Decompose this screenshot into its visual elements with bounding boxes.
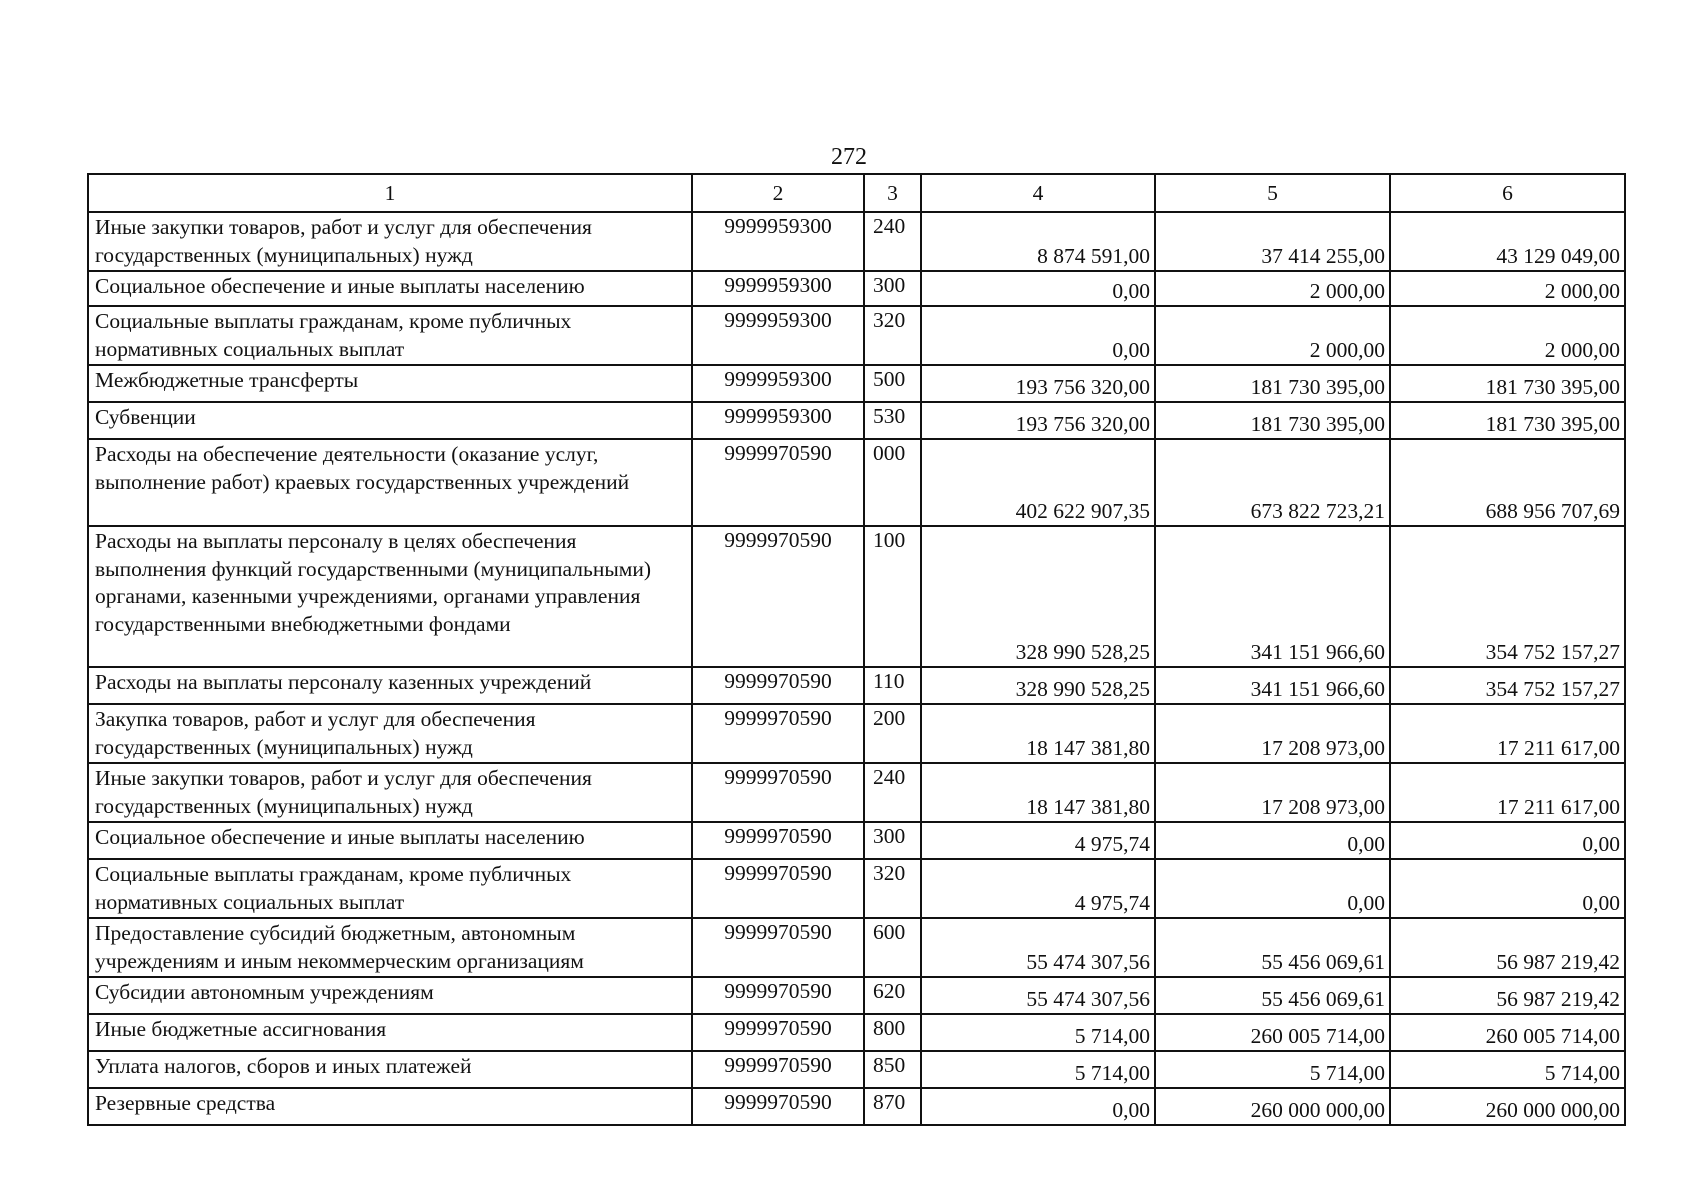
row-code: 9999970590 bbox=[692, 977, 864, 1014]
table-row bbox=[88, 526, 1625, 667]
row-value-5: 260 005 714,00 bbox=[1155, 1014, 1390, 1051]
row-value-6: 260 005 714,00 bbox=[1390, 1014, 1625, 1051]
row-value-6: 260 000 000,00 bbox=[1390, 1088, 1625, 1125]
row-name: Социальное обеспечение и иные выплаты населению bbox=[88, 271, 692, 306]
table-row bbox=[88, 271, 1625, 306]
row-name: Предоставление субсидий бюджетным, автономным учреждениям и иным некоммерческим организациям bbox=[88, 918, 692, 977]
row-value-4: 402 622 907,35 bbox=[921, 439, 1155, 526]
row-name: Расходы на обеспечение деятельности (оказание услуг, выполнение работ) краевых государственных учреждений bbox=[88, 439, 692, 526]
row-value-4: 193 756 320,00 bbox=[921, 402, 1155, 439]
row-name: Социальное обеспечение и иные выплаты населению bbox=[88, 822, 692, 859]
row-name: Уплата налогов, сборов и иных платежей bbox=[88, 1051, 692, 1088]
row-value-5: 17 208 973,00 bbox=[1155, 763, 1390, 822]
column-header: 2 bbox=[692, 174, 864, 212]
row-value-4: 4 975,74 bbox=[921, 822, 1155, 859]
table-header-row bbox=[88, 174, 1625, 212]
row-name: Социальные выплаты гражданам, кроме публичных нормативных социальных выплат bbox=[88, 306, 692, 365]
row-name: Социальные выплаты гражданам, кроме публичных нормативных социальных выплат bbox=[88, 859, 692, 918]
row-code: 9999970590 bbox=[692, 439, 864, 526]
row-code: 9999970590 bbox=[692, 1051, 864, 1088]
row-value-4: 328 990 528,25 bbox=[921, 526, 1155, 667]
table-row bbox=[88, 1014, 1625, 1051]
row-value-4: 5 714,00 bbox=[921, 1051, 1155, 1088]
row-value-5: 0,00 bbox=[1155, 859, 1390, 918]
row-type: 100 bbox=[864, 526, 921, 667]
row-type: 240 bbox=[864, 212, 921, 271]
column-header: 5 bbox=[1155, 174, 1390, 212]
row-code: 9999970590 bbox=[692, 667, 864, 704]
row-value-6: 0,00 bbox=[1390, 822, 1625, 859]
row-value-4: 0,00 bbox=[921, 306, 1155, 365]
table-row bbox=[88, 822, 1625, 859]
row-value-5: 2 000,00 bbox=[1155, 271, 1390, 306]
row-value-6: 354 752 157,27 bbox=[1390, 526, 1625, 667]
row-code: 9999959300 bbox=[692, 365, 864, 402]
row-value-6: 688 956 707,69 bbox=[1390, 439, 1625, 526]
row-type: 300 bbox=[864, 822, 921, 859]
row-value-4: 328 990 528,25 bbox=[921, 667, 1155, 704]
table-row bbox=[88, 977, 1625, 1014]
row-value-5: 0,00 bbox=[1155, 822, 1390, 859]
row-code: 9999970590 bbox=[692, 822, 864, 859]
row-name: Иные закупки товаров, работ и услуг для обеспечения государственных (муниципальных) нужд bbox=[88, 212, 692, 271]
row-value-4: 0,00 bbox=[921, 271, 1155, 306]
row-code: 9999970590 bbox=[692, 526, 864, 667]
table-row bbox=[88, 1088, 1625, 1125]
row-name: Иные бюджетные ассигнования bbox=[88, 1014, 692, 1051]
row-type: 620 bbox=[864, 977, 921, 1014]
row-value-5: 37 414 255,00 bbox=[1155, 212, 1390, 271]
row-type: 300 bbox=[864, 271, 921, 306]
row-value-4: 4 975,74 bbox=[921, 859, 1155, 918]
row-value-4: 0,00 bbox=[921, 1088, 1155, 1125]
table-row bbox=[88, 402, 1625, 439]
row-value-6: 56 987 219,42 bbox=[1390, 918, 1625, 977]
row-type: 200 bbox=[864, 704, 921, 763]
row-type: 110 bbox=[864, 667, 921, 704]
table-row bbox=[88, 859, 1625, 918]
row-value-5: 341 151 966,60 bbox=[1155, 667, 1390, 704]
table-row bbox=[88, 439, 1625, 526]
table-row bbox=[88, 763, 1625, 822]
row-type: 530 bbox=[864, 402, 921, 439]
row-type: 870 bbox=[864, 1088, 921, 1125]
row-value-6: 2 000,00 bbox=[1390, 306, 1625, 365]
row-type: 320 bbox=[864, 859, 921, 918]
row-name: Межбюджетные трансферты bbox=[88, 365, 692, 402]
row-name: Закупка товаров, работ и услуг для обеспечения государственных (муниципальных) нужд bbox=[88, 704, 692, 763]
row-code: 9999959300 bbox=[692, 306, 864, 365]
row-value-4: 5 714,00 bbox=[921, 1014, 1155, 1051]
row-code: 9999970590 bbox=[692, 918, 864, 977]
table-row bbox=[88, 667, 1625, 704]
table-row bbox=[88, 212, 1625, 271]
table-row bbox=[88, 306, 1625, 365]
row-value-6: 17 211 617,00 bbox=[1390, 763, 1625, 822]
table-row bbox=[88, 365, 1625, 402]
row-value-4: 55 474 307,56 bbox=[921, 977, 1155, 1014]
row-code: 9999970590 bbox=[692, 1014, 864, 1051]
row-value-5: 55 456 069,61 bbox=[1155, 918, 1390, 977]
row-value-6: 354 752 157,27 bbox=[1390, 667, 1625, 704]
row-value-6: 5 714,00 bbox=[1390, 1051, 1625, 1088]
row-name: Расходы на выплаты персоналу в целях обеспечения выполнения функций государственными (муниципальными) органами, казенными учреждениями, органами управления государственными внебюджетными фондами bbox=[88, 526, 692, 667]
row-value-5: 260 000 000,00 bbox=[1155, 1088, 1390, 1125]
row-type: 240 bbox=[864, 763, 921, 822]
row-code: 9999959300 bbox=[692, 402, 864, 439]
table-row bbox=[88, 1051, 1625, 1088]
row-value-4: 18 147 381,80 bbox=[921, 763, 1155, 822]
row-value-6: 56 987 219,42 bbox=[1390, 977, 1625, 1014]
row-code: 9999959300 bbox=[692, 212, 864, 271]
row-name: Субсидии автономным учреждениям bbox=[88, 977, 692, 1014]
column-header: 1 bbox=[88, 174, 692, 212]
row-value-5: 673 822 723,21 bbox=[1155, 439, 1390, 526]
row-name: Субвенции bbox=[88, 402, 692, 439]
table-row bbox=[88, 704, 1625, 763]
row-value-4: 8 874 591,00 bbox=[921, 212, 1155, 271]
row-value-6: 2 000,00 bbox=[1390, 271, 1625, 306]
table-row bbox=[88, 918, 1625, 977]
row-name: Иные закупки товаров, работ и услуг для обеспечения государственных (муниципальных) нужд bbox=[88, 763, 692, 822]
budget-table bbox=[87, 173, 1626, 1126]
row-value-6: 43 129 049,00 bbox=[1390, 212, 1625, 271]
row-type: 850 bbox=[864, 1051, 921, 1088]
row-code: 9999970590 bbox=[692, 1088, 864, 1125]
row-name: Расходы на выплаты персоналу казенных учреждений bbox=[88, 667, 692, 704]
row-value-5: 2 000,00 bbox=[1155, 306, 1390, 365]
row-value-5: 181 730 395,00 bbox=[1155, 402, 1390, 439]
row-code: 9999959300 bbox=[692, 271, 864, 306]
row-value-5: 181 730 395,00 bbox=[1155, 365, 1390, 402]
row-value-6: 181 730 395,00 bbox=[1390, 402, 1625, 439]
row-name: Резервные средства bbox=[88, 1088, 692, 1125]
row-value-5: 5 714,00 bbox=[1155, 1051, 1390, 1088]
row-type: 600 bbox=[864, 918, 921, 977]
row-value-5: 341 151 966,60 bbox=[1155, 526, 1390, 667]
column-header: 6 bbox=[1390, 174, 1625, 212]
row-type: 800 bbox=[864, 1014, 921, 1051]
column-header: 3 bbox=[864, 174, 921, 212]
row-value-5: 55 456 069,61 bbox=[1155, 977, 1390, 1014]
row-value-5: 17 208 973,00 bbox=[1155, 704, 1390, 763]
row-value-4: 18 147 381,80 bbox=[921, 704, 1155, 763]
row-type: 000 bbox=[864, 439, 921, 526]
row-code: 9999970590 bbox=[692, 859, 864, 918]
row-type: 320 bbox=[864, 306, 921, 365]
row-value-4: 55 474 307,56 bbox=[921, 918, 1155, 977]
row-code: 9999970590 bbox=[692, 704, 864, 763]
row-value-6: 0,00 bbox=[1390, 859, 1625, 918]
row-value-6: 181 730 395,00 bbox=[1390, 365, 1625, 402]
row-value-6: 17 211 617,00 bbox=[1390, 704, 1625, 763]
column-header: 4 bbox=[921, 174, 1155, 212]
row-code: 9999970590 bbox=[692, 763, 864, 822]
row-value-4: 193 756 320,00 bbox=[921, 365, 1155, 402]
row-type: 500 bbox=[864, 365, 921, 402]
page-number: 272 bbox=[831, 144, 867, 170]
